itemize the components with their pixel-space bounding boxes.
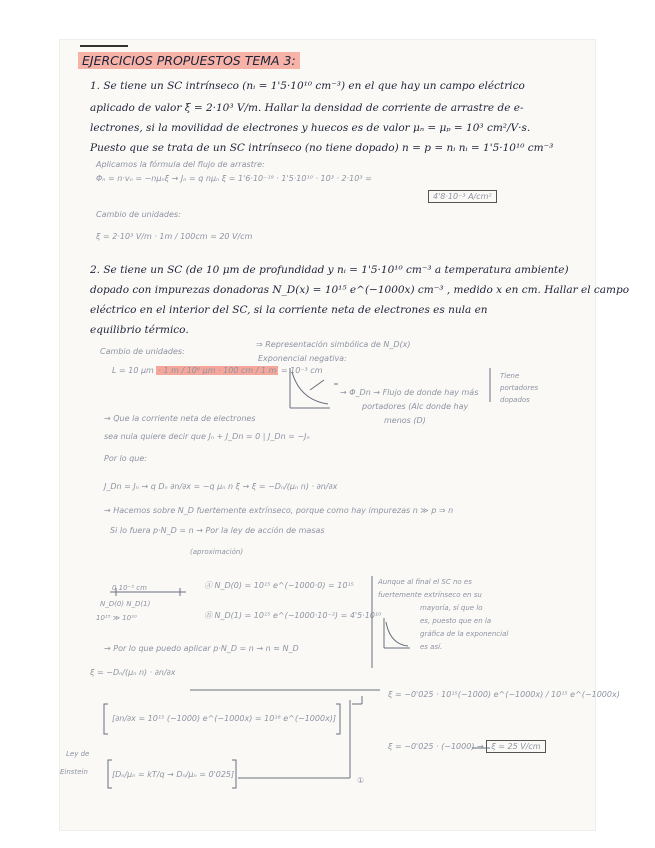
p2-sol-9: (aproximación)	[190, 548, 244, 556]
p1-line-3: lectrones, si la movilidad de electrones y huecos es de valor μₙ = μₚ = 10³ cm²/V·s.	[90, 122, 531, 134]
p2-remark-3: mayoría, sí que lo	[420, 604, 483, 612]
p1-sol-5: ξ = 2·10³ V/m · 1m / 100cm = 20 V/cm	[96, 232, 253, 241]
p2-sol-4: sea nula quiere decir que Jₙ + J_Dn = 0 | J_Dn = −Jₙ	[104, 432, 310, 441]
p2-note-3: → Φ_Dn → Flujo de donde hay más	[340, 388, 479, 397]
p2-sol-10: → Por lo que puedo aplicar p·N_D = n → n ≈ N_D	[104, 644, 299, 653]
page-title: EJERCICIOS PROPUESTOS TEMA 3:	[78, 52, 300, 69]
p2-sol-1: Cambio de unidades:	[100, 347, 185, 356]
p2-axis-values: 10¹⁵ ≫ 10¹⁰	[96, 614, 137, 622]
p2-note-4: portadores (Alc donde hay	[362, 402, 469, 411]
p2-sol-15: [Dₙ/μₙ = kT/q → Dₙ/μₙ = 0'025]	[112, 770, 235, 779]
p1-line-2: aplicado de valor ξ = 2·10³ V/m. Hallar la densidad de corriente de arrastre de e-	[90, 102, 524, 114]
p2-einstein-label-2: Einstein	[60, 768, 88, 776]
p2-sol-7: → Hacemos sobre N_D fuertemente extrínseco, porque como hay impurezas n ≫ p ⇒ n	[104, 506, 454, 515]
p2-remark-4: es, puesto que en la	[420, 617, 492, 625]
p2-side-note-3: dopados	[500, 396, 530, 404]
decay-graph	[290, 368, 330, 408]
p2-note-1: ⇒ Representación simbólica de N_D(x)	[256, 340, 411, 349]
p2-sol-5: Por lo que:	[104, 454, 147, 463]
p2-circled-1: ①	[357, 776, 365, 785]
p2-sol-14-text: ξ = −0'025 · (−1000) →	[388, 742, 484, 751]
p2-L-highlight: · 1 m / 10⁶ μm · 100 cm / 1 m	[158, 366, 277, 375]
p1-result: 4'8·10⁻³ A/cm²	[428, 190, 497, 203]
p1-line-1: 1. Se tiene un SC intrínseco (nᵢ = 1'5·10¹⁰ cm⁻³) en el que hay un campo eléctrico	[90, 80, 525, 92]
p2-line-2: dopado con impurezas donadoras N_D(x) = 10¹⁵ e^(−1000x) cm⁻³ , medido x en cm. Hallar el campo	[90, 284, 630, 296]
note-brackets	[334, 368, 490, 402]
p2-remark-6: es así.	[420, 643, 443, 651]
p2-sol-12: ξ = −0'025 · 10¹⁵(−1000) e^(−1000x) / 10¹⁵ e^(−1000x)	[388, 690, 620, 699]
p2-remark-1: Aunque al final el SC no es	[378, 578, 472, 586]
p2-note-5: menos (D)	[384, 416, 426, 425]
p2-axis-labels: 0 10⁻² cm	[112, 584, 147, 592]
sample-axis	[110, 588, 186, 596]
p1-sol-1: Aplicamos la fórmula del flujo de arrastre:	[96, 160, 265, 169]
p2-final-result: ξ = 25 V/cm	[486, 740, 545, 753]
p2-note-2: Exponencial negativa:	[258, 354, 347, 363]
p2-sol-3: → Que la corriente neta de electrones	[104, 414, 256, 423]
p2-sol-6: J_Dn = Jₙ → q Dₙ ∂n/∂x = −q μₙ n ξ → ξ = −Dₙ/(μₙ n) · ∂n/∂x	[104, 482, 338, 491]
p2-einstein-label-1: Ley de	[66, 750, 90, 758]
p2-n1: Ⓑ N_D(1) = 10¹⁵ e^(−1000·10⁻²) = 4'5·10¹⁰	[204, 611, 382, 620]
p2-side-note-1: Tiene	[500, 372, 520, 380]
remark-bracket	[372, 576, 410, 668]
p2-line-4: equilibrio térmico.	[90, 324, 189, 336]
p2-side-note-2: portadores	[500, 384, 539, 392]
p2-axis-n-labels: N_D(0) N_D(1)	[100, 600, 151, 608]
p2-sol-11: ξ = −Dₙ/(μₙ n) · ∂n/∂x	[90, 668, 176, 677]
p2-line-1: 2. Se tiene un SC (de 10 μm de profundidad y nᵢ = 1'5·10¹⁰ cm⁻³ a temperatura ambiente)	[90, 264, 569, 276]
p1-line-4: Puesto que se trata de un SC intrínseco (no tiene dopado) n = p = nᵢ nᵢ = 1'5·10¹⁰ cm⁻³	[90, 142, 554, 154]
p2-sol-8: Si lo fuera p·N_D = n → Por la ley de acción de masas	[110, 526, 325, 535]
p2-remark-2: fuertemente extrínseco en su	[378, 591, 482, 599]
derivative-bracket	[104, 690, 490, 788]
p2-n0: Ⓐ N_D(0) = 10¹⁵ e^(−1000·0) = 10¹⁵	[204, 581, 354, 590]
p2-L-result: = 10⁻³ cm	[280, 366, 323, 375]
p1-sol-4: Cambio de unidades:	[96, 210, 181, 219]
p2-sol-13: [∂n/∂x = 10¹⁵ (−1000) e^(−1000x) = 10¹⁸ e^(−1000x)]	[112, 714, 337, 723]
p2-line-3: eléctrico en el interior del SC, si la corriente neta de electrones es nula en	[90, 304, 488, 316]
p1-sol-2: Φₙ = n·vₙ = −nμₙξ → Jₙ = q nμₙ ξ = 1'6·10⁻¹⁹ · 1'5·10¹⁰ · 10³ · 2·10³ =	[96, 174, 372, 183]
p2-remark-5: gráfica de la exponencial	[420, 630, 509, 638]
p2-L-label: L = 10 μm	[112, 366, 154, 375]
